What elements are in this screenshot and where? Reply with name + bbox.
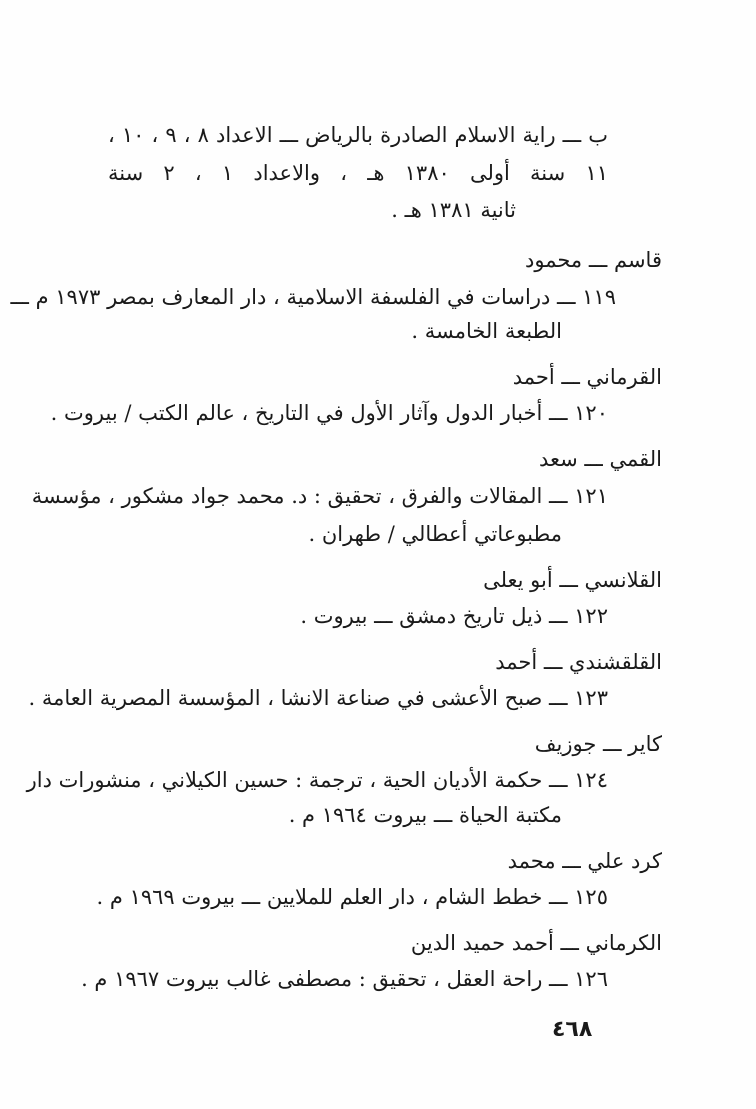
bibliography-entry: ١٢٠ ـــ أخبار الدول وآثار الأول في التاريخ ، عالم الكتب / بيروت .: [50, 401, 608, 425]
text-line: مكتبة الحياة ـــ بيروت ١٩٦٤ م .: [288, 803, 562, 827]
bibliography-entry: ١٢٤ ـــ حكمة الأديان الحية ، ترجمة : حسين الكيلاني ، منشورات دار: [26, 768, 608, 792]
bibliography-entry: ١٢١ ـــ المقالات والفرق ، تحقيق : د. محمد جواد مشكور ، مؤسسة: [31, 484, 608, 508]
bibliography-entry: ١٢٦ ـــ راحة العقل ، تحقيق : مصطفى غالب بيروت ١٩٦٧ م .: [81, 967, 608, 991]
bibliography-entry: ١٢٣ ـــ صبح الأعشى في صناعة الانشا ، المؤسسة المصرية العامة .: [28, 686, 608, 710]
author-heading: كاير ـــ جوزيف: [534, 732, 662, 756]
text-line: ثانية ١٣٨١ هـ .: [391, 198, 516, 222]
text-line: الطبعة الخامسة .: [411, 319, 562, 343]
page-number: ٤٦٨: [552, 1017, 593, 1042]
author-heading: كرد علي ـــ محمد: [507, 849, 662, 873]
author-heading: قاسم ـــ محمود: [525, 248, 662, 272]
author-heading: الكرماني ـــ أحمد حميد الدين: [410, 931, 662, 955]
author-heading: القرماني ـــ أحمد: [512, 365, 662, 389]
bibliography-entry: ١٢٥ ـــ خطط الشام ، دار العلم للملايين ـــ بيروت ١٩٦٩ م .: [96, 885, 608, 909]
author-heading: القمي ـــ سعد: [538, 447, 662, 471]
text-line: مطبوعاتي أعطالي / طهران .: [308, 522, 562, 546]
text-line: ب ـــ راية الاسلام الصادرة بالرياض ـــ الاعداد ٨ ، ٩ ، ١٠ ،: [108, 123, 608, 147]
author-heading: القلانسي ـــ أبو يعلى: [483, 568, 662, 592]
text-line: ١١ سنة أولى ١٣٨٠ هـ ، والاعداد ١ ، ٢ سنة: [108, 161, 608, 185]
author-heading: القلقشندي ـــ أحمد: [495, 650, 662, 674]
bibliography-entry: ١١٩ ـــ دراسات في الفلسفة الاسلامية ، دار المعارف بمصر ١٩٧٣ م ـــ: [10, 285, 616, 309]
bibliography-entry: ١٢٢ ـــ ذيل تاريخ دمشق ـــ بيروت .: [300, 604, 608, 628]
